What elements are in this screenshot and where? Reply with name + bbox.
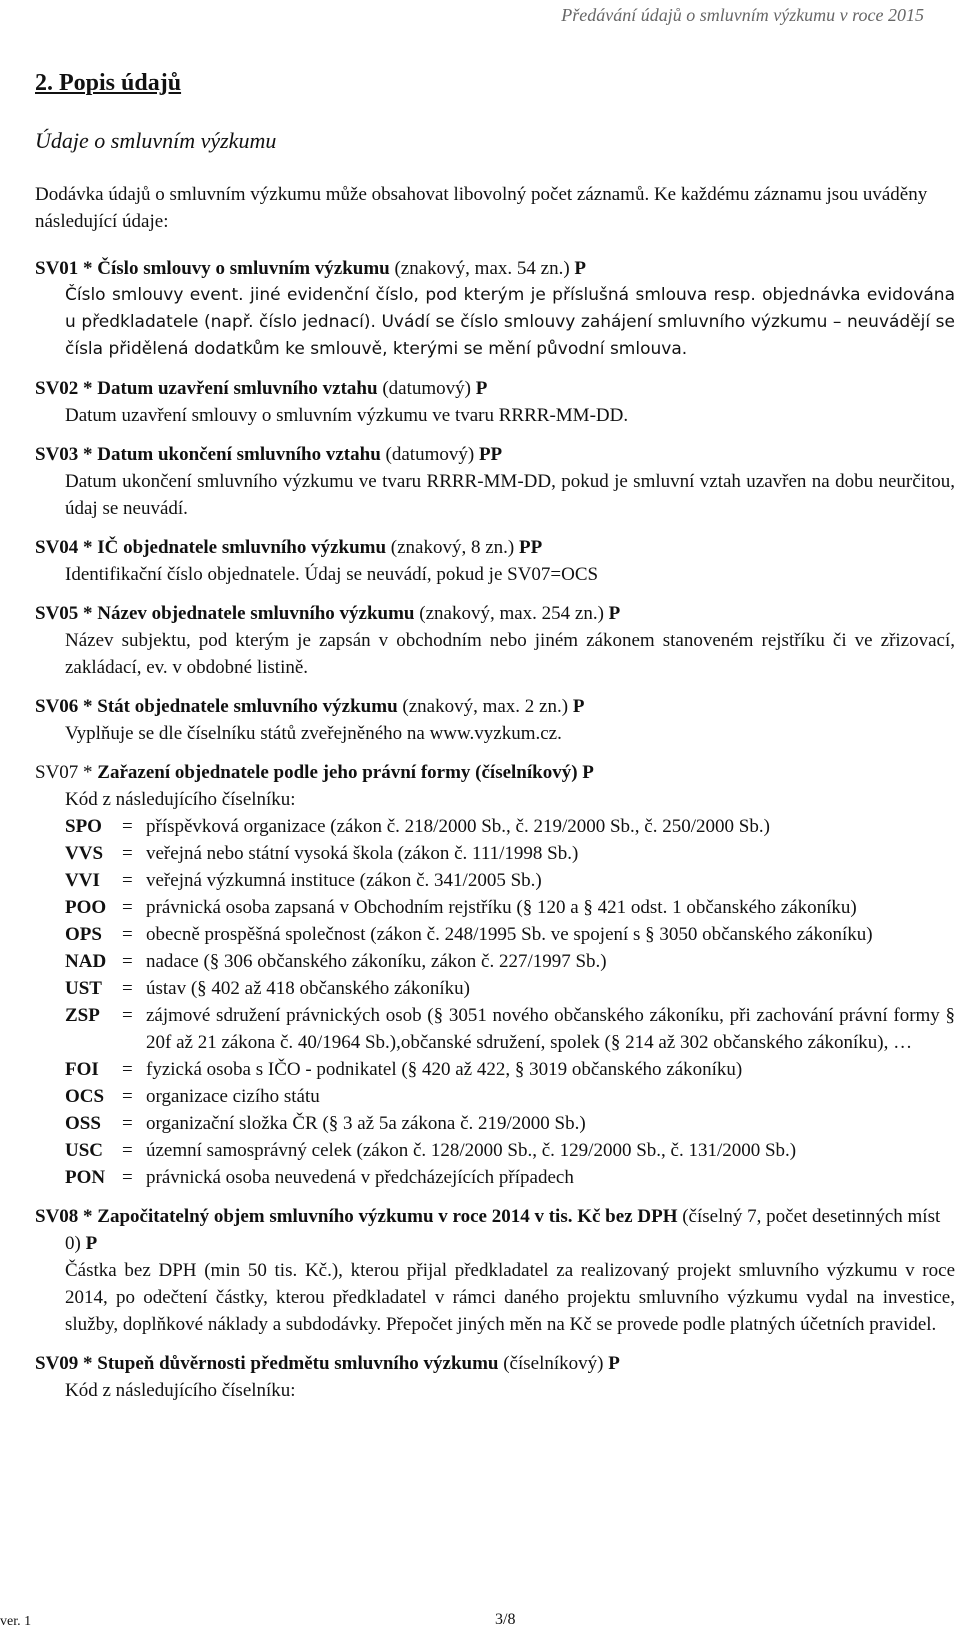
field-code: SV06 * Stát objednatele smluvního výzkumu — [35, 696, 398, 717]
code-key: FOI — [65, 1059, 99, 1080]
field-type: (znakový, max. 54 zn.) — [394, 258, 570, 279]
field-sv04 — [35, 534, 955, 588]
code-value: příspěvková organizace (zákon č. 218/2000 Sb., č. 219/2000 Sb., č. 250/2000 Sb.) — [146, 816, 770, 837]
code-key: ZSP — [65, 1005, 100, 1026]
field-description: Kód z následujícího číselníku: — [65, 1380, 296, 1401]
field-title — [35, 534, 955, 561]
field-code: SV02 * Datum uzavření smluvního vztahu — [35, 378, 378, 399]
code-key: OPS — [65, 924, 102, 945]
code-row: SPO = příspěvková organizace (zákon č. 218/2000 Sb., č. 219/2000 Sb., č. 250/2000 Sb.) — [65, 813, 955, 840]
code-key: VVI — [65, 870, 100, 891]
code-key: UST — [65, 978, 102, 999]
field-requirement: P — [582, 762, 594, 783]
footer-version: ver. 1 — [0, 1614, 32, 1629]
field-title — [35, 1350, 955, 1377]
field-code: SV01 * Číslo smlouvy o smluvním výzkumu — [35, 258, 390, 279]
code-key: SPO — [65, 816, 102, 837]
field-requirement: P — [572, 696, 585, 717]
code-row: PON = právnická osoba neuvedená v předcházejících případech — [65, 1164, 955, 1191]
code-row: FOI = fyzická osoba s IČO - podnikatel (§ 420 až 422, § 3019 občanského zákoníku) — [65, 1056, 955, 1083]
field-requirement: PP — [519, 537, 543, 558]
code-key: PON — [65, 1167, 106, 1188]
field-sv03 — [35, 441, 955, 522]
field-description: Název subjektu, pod kterým je zapsán v obchodním nebo jiném zákonem stanoveném rejstříku či ve zřizovací, zakládací, ev. v obdobné listině. — [65, 630, 955, 678]
code-row: NAD = nadace (§ 306 občanského zákoníku, zákon č. 227/1997 Sb.) — [65, 948, 955, 975]
code-value: nadace (§ 306 občanského zákoníku, zákon č. 227/1997 Sb.) — [146, 951, 607, 972]
code-value: územní samosprávný celek (zákon č. 128/2000 Sb., č. 129/2000 Sb., č. 131/2000 Sb.) — [146, 1140, 797, 1161]
code-value: právnická osoba zapsaná v Obchodním rejstříku (§ 120 a § 421 odst. 1 občanského zákoníku) — [146, 897, 857, 918]
running-header: Předávání údajů o smluvním výzkumu v roce 2015 — [561, 5, 924, 25]
code-key: OCS — [65, 1086, 105, 1107]
code-value: fyzická osoba s IČO - podnikatel (§ 420 až 422, § 3019 občanského zákoníku) — [146, 1059, 743, 1080]
code-value: veřejná nebo státní vysoká škola (zákon č. 111/1998 Sb.) — [146, 843, 579, 864]
subsection-title: Údaje o smluvním výzkumu — [35, 128, 277, 153]
field-requirement: P — [608, 1353, 620, 1374]
field-sv02 — [35, 375, 955, 429]
field-title — [35, 375, 955, 402]
field-requirement: P — [574, 258, 587, 279]
field-code: SV05 * Název objednatele smluvního výzkumu — [35, 603, 415, 624]
field-type: (číselníkový) — [475, 762, 578, 783]
code-row: OSS = organizační složka ČR (§ 3 až 5a zákona č. 219/2000 Sb.) — [65, 1110, 955, 1137]
code-list — [65, 813, 955, 1191]
code-row: POO = právnická osoba zapsaná v Obchodním rejstříku (§ 120 a § 421 odst. 1 občanského zákoníku) — [65, 894, 955, 921]
field-sv09 — [35, 1350, 955, 1404]
field-sv06 — [35, 693, 955, 747]
field-sv07 — [35, 759, 955, 1191]
field-title — [35, 693, 955, 720]
field-description: Částka bez DPH (min 50 tis. Kč.), kterou přijal předkladatel za realizovaný projekt smluvního výzkumu v roce 2014, po odečtení částky, kterou předkladatel v rámci daného projektu smluvního výzkumu vydal na investice, služby, doplňkové náklady a subdodávky. Přepočet jiných měn na Kč se provede podle platných účetních pravidel. — [65, 1260, 955, 1335]
field-sv08 — [35, 1203, 955, 1338]
field-requirement: P — [85, 1233, 98, 1254]
field-type: (znakový, max. 2 zn.) — [402, 696, 569, 717]
code-key: NAD — [65, 951, 107, 972]
field-description: Číslo smlouvy event. jiné evidenční číslo, pod kterým je příslušná smlouva resp. objednávka evidována u předkladatele (např. číslo jednací). Uvádí se číslo smlouvy zahájení smluvního výzkumu – neuvádějí se čísla přidělená dodatkům ke smlouvě, kterými se mění původní smlouva. — [65, 285, 955, 359]
code-value: zájmové sdružení právnických osob (§ 3051 nového občanského zákoníku, při zachování právní formy § 20f až 21 zákona č. 40/1964 Sb.),občanské sdružení, spolek (§ 214 až 302 občanského zákoníku), … — [146, 1005, 955, 1053]
code-value: obecně prospěšná společnost (zákon č. 248/1995 Sb. ve spojení s § 3050 občanského zákoníku) — [146, 924, 873, 945]
field-description: Datum uzavření smlouvy o smluvním výzkumu ve tvaru RRRR-MM-DD. — [65, 405, 629, 426]
intro-paragraph: Dodávka údajů o smluvním výzkumu může obsahovat libovolný počet záznamů. Ke každému záznamu jsou uváděny následující údaje: — [35, 184, 928, 232]
field-type: (datumový) — [382, 378, 471, 399]
field-type: (znakový, 8 zn.) — [390, 537, 515, 558]
code-row: OCS = organizace cizího státu — [65, 1083, 955, 1110]
code-value: ústav (§ 402 až 418 občanského zákoníku) — [146, 978, 470, 999]
field-requirement: PP — [478, 444, 503, 465]
code-value: organizace cizího státu — [146, 1086, 320, 1107]
field-title — [35, 255, 955, 282]
field-type: (číselníkový) — [503, 1353, 604, 1374]
code-value: organizační složka ČR (§ 3 až 5a zákona č. 219/2000 Sb.) — [146, 1113, 586, 1134]
field-description: Datum ukončení smluvního výzkumu ve tvaru RRRR-MM-DD, pokud je smluvní vztah uzavřen na dobu neurčitou, údaj se neuvádí. — [65, 471, 955, 519]
field-title — [35, 600, 955, 627]
document-body — [35, 70, 955, 1416]
code-row: UST = ústav (§ 402 až 418 občanského zákoníku) — [65, 975, 955, 1002]
field-description: Kód z následujícího číselníku: — [65, 789, 296, 810]
field-requirement: P — [608, 603, 621, 624]
field-sv05 — [35, 600, 955, 681]
code-key: USC — [65, 1140, 104, 1161]
field-description: Vyplňuje se dle číselníku států zveřejněného na www.vyzkum.cz. — [65, 723, 562, 744]
field-type: (číselný 7, počet desetinných míst 0) — [65, 1206, 941, 1254]
field-code: SV09 * Stupeň důvěrnosti předmětu smluvního výzkumu — [35, 1353, 499, 1374]
code-row: VVI = veřejná výzkumná instituce (zákon č. 341/2005 Sb.) — [65, 867, 955, 894]
code-key: POO — [65, 897, 107, 918]
code-key: OSS — [65, 1113, 101, 1134]
field-title — [35, 759, 955, 786]
code-row: USC = územní samosprávný celek (zákon č. 128/2000 Sb., č. 129/2000 Sb., č. 131/2000 Sb.) — [65, 1137, 955, 1164]
field-code: SV04 * IČ objednatele smluvního výzkumu — [35, 537, 387, 558]
code-value: právnická osoba neuvedená v předcházejících případech — [146, 1167, 574, 1188]
code-row: ZSP = zájmové sdružení právnických osob (§ 3051 nového občanského zákoníku, při zachování právní formy § 20f až 21 zákona č. 40/1964 Sb.),občanské sdružení, spolek (§ 214 až 302 občanského zákoníku), … — [65, 1002, 955, 1056]
field-code: SV08 * Započitatelný objem smluvního výzkumu v roce 2014 v tis. Kč bez DPH — [35, 1206, 678, 1227]
code-row: VVS = veřejná nebo státní vysoká škola (zákon č. 111/1998 Sb.) — [65, 840, 955, 867]
field-code: SV07 * — [35, 762, 93, 783]
field-title — [35, 1203, 955, 1257]
field-requirement: P — [475, 378, 488, 399]
code-key: VVS — [65, 843, 104, 864]
field-code: SV03 * Datum ukončení smluvního vztahu — [35, 444, 381, 465]
section-title: 2. Popis údajů — [35, 70, 182, 96]
field-type: (datumový) — [385, 444, 475, 465]
field-name: Zařazení objednatele podle jeho právní formy — [97, 762, 471, 783]
field-title — [35, 441, 955, 468]
field-description: Identifikační číslo objednatele. Údaj se neuvádí, pokud je SV07=OCS — [65, 564, 599, 585]
field-type: (znakový, max. 254 zn.) — [419, 603, 604, 624]
code-value: veřejná výzkumná instituce (zákon č. 341/2005 Sb.) — [146, 870, 542, 891]
field-sv01 — [35, 255, 955, 363]
footer-page-number: 3/8 — [495, 1611, 516, 1628]
code-row: OPS = obecně prospěšná společnost (zákon č. 248/1995 Sb. ve spojení s § 3050 občanského zákoníku) — [65, 921, 955, 948]
